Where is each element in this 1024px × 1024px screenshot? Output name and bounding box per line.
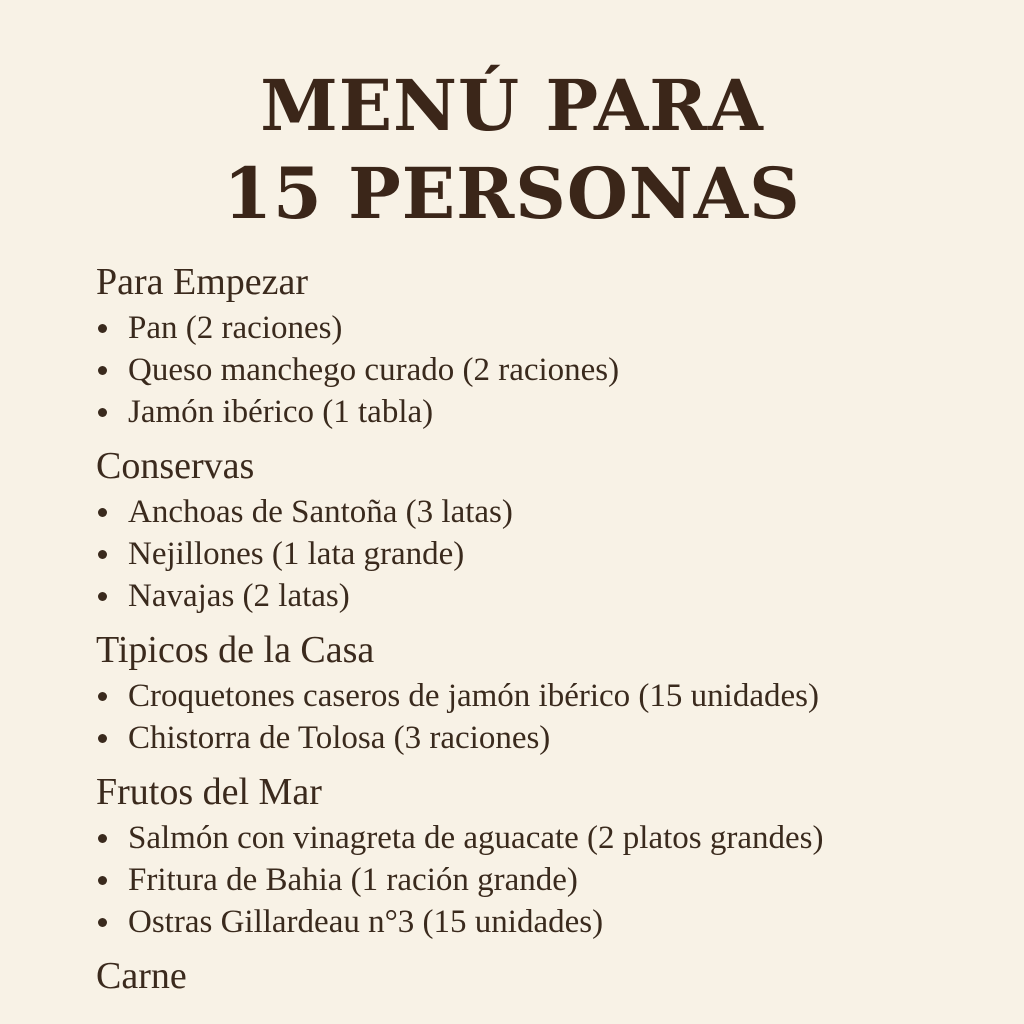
menu-item	[96, 901, 996, 943]
menu-item	[96, 717, 996, 759]
menu-item	[96, 533, 996, 575]
section-frutos-del-mar	[96, 767, 996, 943]
menu-item-text: Salmón con vinagreta de aguacate (2 platos grandes)	[128, 820, 824, 856]
section-items	[96, 307, 996, 433]
menu-item-text: Ostras Gillardeau n°3 (15 unidades)	[128, 904, 604, 940]
menu-title-line-2: 15 PERSONAS	[223, 152, 801, 235]
menu-item	[96, 675, 996, 717]
menu-item-text: Pan (2 raciones)	[128, 310, 343, 346]
menu-item-text: Fritura de Bahia (1 ración grande)	[128, 862, 578, 898]
bullet-icon	[98, 692, 107, 701]
bullet-icon	[98, 508, 107, 517]
bullet-icon	[98, 408, 107, 417]
menu-item	[96, 491, 996, 533]
menu-item	[96, 859, 996, 901]
section-heading: Para Empezar	[96, 261, 309, 303]
menu-item-text: Jamón ibérico (1 tabla)	[128, 394, 434, 430]
section-items	[96, 817, 996, 943]
bullet-icon	[98, 366, 107, 375]
menu-item	[96, 307, 996, 349]
bullet-icon	[98, 918, 107, 927]
bullet-icon	[98, 324, 107, 333]
section-heading: Frutos del Mar	[96, 771, 322, 813]
section-heading: Carne	[96, 955, 187, 997]
menu-title	[0, 62, 1024, 238]
bullet-icon	[98, 550, 107, 559]
menu-item	[96, 575, 996, 617]
menu-item-text: Navajas (2 latas)	[128, 578, 350, 614]
section-tipicos-de-la-casa	[96, 625, 996, 759]
section-items	[96, 491, 996, 617]
bullet-icon	[98, 734, 107, 743]
menu-item-text: Nejillones (1 lata grande)	[128, 536, 465, 572]
menu-item-text: Anchoas de Santoña (3 latas)	[128, 494, 513, 530]
bullet-icon	[98, 876, 107, 885]
bullet-icon	[98, 592, 107, 601]
section-carne	[96, 951, 996, 1001]
section-heading: Tipicos de la Casa	[96, 629, 375, 671]
section-items	[96, 675, 996, 759]
menu-title-line-1: MENÚ PARA	[260, 64, 764, 147]
menu-item-text: Croquetones caseros de jamón ibérico (15 unidades)	[128, 678, 819, 714]
section-para-empezar	[96, 257, 996, 433]
menu-item	[96, 391, 996, 433]
menu-item	[96, 817, 996, 859]
menu-item-text: Queso manchego curado (2 raciones)	[128, 352, 620, 388]
bullet-icon	[98, 834, 107, 843]
menu-item	[96, 349, 996, 391]
menu-item-text: Chistorra de Tolosa (3 raciones)	[128, 720, 551, 756]
section-heading: Conservas	[96, 445, 255, 487]
menu-sections	[96, 257, 996, 1001]
section-conservas	[96, 441, 996, 617]
